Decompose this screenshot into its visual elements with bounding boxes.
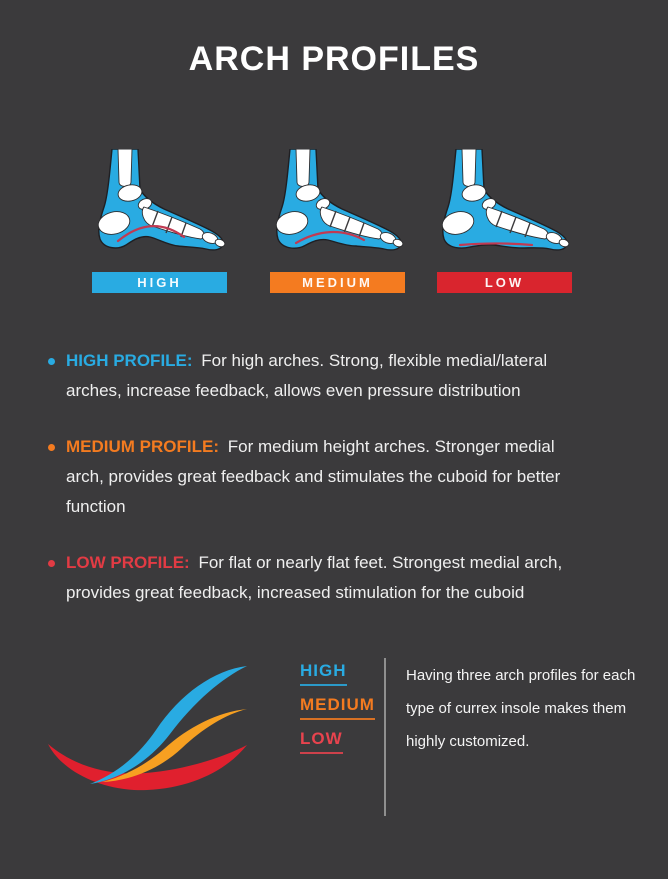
high-profile-heading: HIGH PROFILE: — [66, 351, 193, 370]
legend-low-label: LOW — [300, 729, 343, 754]
medium-profile-heading: MEDIUM PROFILE: — [66, 437, 219, 456]
low-profile-heading: LOW PROFILE: — [66, 553, 190, 572]
bullet-dot — [48, 444, 55, 451]
low-label-bar — [437, 272, 572, 293]
high-profile-bullet — [48, 346, 593, 406]
foot-skeleton-high-icon — [88, 149, 228, 254]
high-label: HIGH — [137, 275, 182, 290]
low-profile-description: For flat or nearly flat feet. Strongest medial arch, provides great feedback, increased stimulation for the cuboid — [66, 553, 563, 602]
arch-curves-icon — [42, 652, 252, 807]
low-profile-bullet — [48, 548, 593, 608]
legend-medium-label: MEDIUM — [300, 695, 375, 720]
foot-skeleton-low-icon — [432, 149, 572, 254]
medium-profile-bullet — [48, 432, 593, 522]
legend-high-label: HIGH — [300, 661, 347, 686]
medium-label: MEDIUM — [302, 275, 373, 290]
bullet-dot — [48, 560, 55, 567]
bullet-dot — [48, 358, 55, 365]
medium-profile-description: For medium height arches. Stronger medial arch, provides great feedback and stimulates the cuboid for better function — [66, 437, 561, 516]
medium-label-bar — [270, 272, 405, 293]
profile-descriptions — [48, 346, 593, 634]
high-label-bar — [92, 272, 227, 293]
high-profile-description: For high arches. Strong, flexible medial/lateral arches, increase feedback, allows even pressure distribution — [66, 351, 548, 400]
vertical-divider — [384, 658, 386, 816]
foot-skeleton-medium-icon — [266, 149, 406, 254]
low-label: LOW — [484, 275, 525, 290]
page-title: ARCH PROFILES — [188, 40, 480, 78]
customization-note: Having three arch profiles for each type of currex insole makes them highly customized. — [406, 667, 636, 750]
